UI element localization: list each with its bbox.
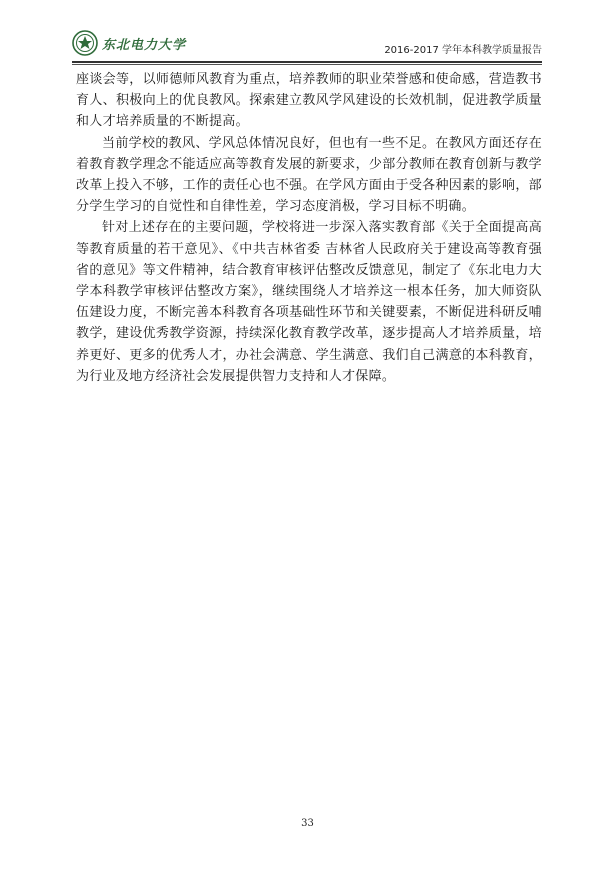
header-divider-thin [72,64,542,65]
report-title: 2016-2017 学年本科教学质量报告 [384,45,542,56]
paragraph-continuation: 座谈会等，以师德师风教育为重点，培养教师的职业荣誉感和使命感，营造教书育人、积极向上的优良教风。探索建立教风学风建设的长效机制，促进教学质量和人才培养质量的不断提高。 [76,72,542,130]
page-number: 33 [301,818,314,829]
paragraph: 针对上述存在的主要问题，学校将进一步深入落实教育部《关于全面提高高等教育质量的若干意见》、《中共吉林省委 吉林省人民政府关于建设高等教育强省的意见》等文件精神，结合教育审核评估整改反馈意见，制定了《东北电力大学本科教学审核评估整改方案》，继续围绕人才培养这一根本任务，加大师资队伍建设力度，不断完善本科教育各项基础性环节和关键要素，不断促进科研反哺教学，建设优秀教学资源，持续深化教育教学改革，逐步提高人才培养质量，培养更好、更多的优秀人才，办社会满意、学生满意、我们自己满意的本科教育，为行业及地方经济社会发展提供智力支持和人才保障。 [76,220,542,384]
paragraph: 当前学校的教风、学风总体情况良好，但也有一些不足。在教风方面还存在着教育教学理念不能适应高等教育发展的新要求，少部分教师在教育创新与教学改革上投入不够，工作的责任心也不强。在学风方面由于受各种因素的影响，部分学生学习的自觉性和自律性差，学习态度消极，学习目标不明确。 [76,135,542,215]
university-emblem-icon [72,30,98,56]
university-logo-text: 东北电力大学 [102,37,187,53]
body-text [76,69,542,387]
header-divider [72,61,542,63]
university-logo [72,29,186,57]
page-header [72,28,542,60]
